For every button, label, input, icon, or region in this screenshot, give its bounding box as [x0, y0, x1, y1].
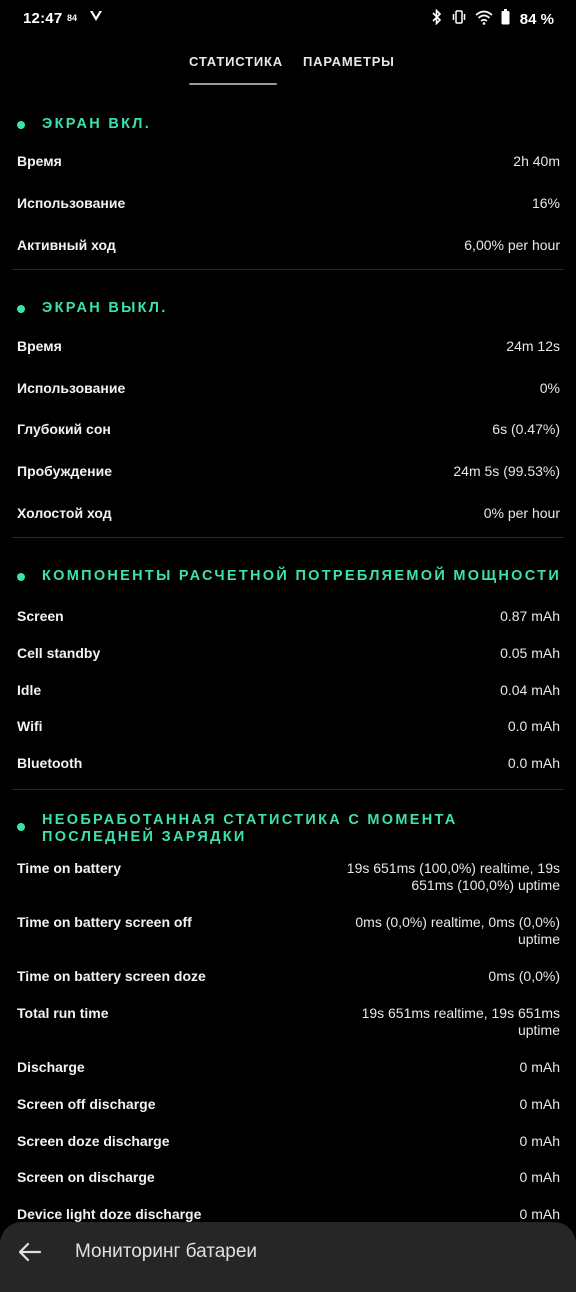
stat-label: Bluetooth	[17, 755, 83, 771]
section-dot	[17, 823, 25, 831]
stat-label: Wifi	[17, 718, 43, 734]
stat-value: 0.05 mAh	[500, 645, 560, 661]
stat-label: Использование	[17, 380, 126, 396]
stat-row	[17, 195, 560, 212]
stat-value: 0.87 mAh	[500, 608, 560, 624]
stat-row	[17, 914, 560, 948]
stat-label: Idle	[17, 682, 42, 698]
stat-value: 0.0 mAh	[507, 718, 560, 734]
divider	[12, 789, 564, 790]
section-title: ЭКРАН ВКЛ.	[42, 116, 152, 132]
stat-label: Время	[17, 153, 62, 169]
page-title: Мониторинг батареи	[75, 1241, 258, 1262]
section-header-screen-on	[17, 116, 151, 133]
section-dot	[17, 305, 25, 313]
status-icons	[431, 9, 554, 30]
battery-icon	[501, 9, 510, 30]
stat-row	[17, 237, 560, 254]
stat-value: 24m 5s (99.53%)	[453, 463, 560, 479]
stat-row	[17, 682, 560, 699]
section-header-power-components	[17, 568, 561, 585]
status-bar	[0, 0, 576, 36]
wifi-icon	[475, 10, 493, 30]
section-title: ЭКРАН ВЫКЛ.	[42, 300, 168, 316]
stat-value: 0ms (0,0%) realtime, 0ms (0,0%) uptime	[355, 914, 560, 947]
bottom-app-bar	[0, 1222, 576, 1292]
stat-row	[17, 421, 560, 438]
stat-label: Device light doze discharge	[17, 1206, 202, 1222]
stat-label: Time on battery screen off	[17, 914, 192, 930]
bluetooth-icon	[431, 9, 443, 30]
stat-value: 19s 651ms (100,0%) realtime, 19s 651ms (100,0%) uptime	[346, 860, 560, 893]
stat-label: Screen	[17, 608, 64, 624]
divider	[12, 537, 564, 538]
arrow-back-icon[interactable]	[16, 1240, 44, 1264]
stat-row	[17, 1206, 560, 1223]
battery-percent: 84 %	[519, 11, 554, 28]
stat-value: 0 mAh	[519, 1133, 560, 1149]
stat-value: 0% per hour	[483, 505, 560, 521]
stat-label: Cell standby	[17, 645, 101, 661]
stat-row	[17, 153, 560, 170]
stat-value: 2h 40m	[513, 153, 560, 169]
stat-row	[17, 1133, 560, 1150]
stat-row	[17, 505, 560, 522]
section-title: КОМПОНЕНТЫ РАСЧЕТНОЙ ПОТРЕБЛЯЕМОЙ МОЩНОСТИ	[42, 568, 562, 584]
stat-label: Глубокий сон	[17, 421, 111, 437]
stat-row	[17, 968, 560, 985]
section-header-screen-off	[17, 300, 168, 317]
stat-value: 0 mAh	[519, 1169, 560, 1185]
stat-label: Активный ход	[17, 237, 116, 253]
v-logo-icon	[89, 9, 103, 28]
tab-parameters[interactable]: ПАРАМЕТРЫ	[303, 54, 395, 69]
status-small-indicator: 84	[67, 13, 78, 23]
stat-row	[17, 380, 560, 397]
stat-label: Total run time	[17, 1005, 109, 1021]
stat-value: 0 mAh	[519, 1059, 560, 1075]
stat-label: Time on battery	[17, 860, 121, 876]
stat-row	[17, 1096, 560, 1113]
stat-value: 0 mAh	[519, 1206, 560, 1222]
status-time: 12:47	[23, 10, 63, 27]
section-header-raw-stats	[17, 812, 562, 846]
stat-value: 16%	[531, 195, 560, 211]
stat-row	[17, 1005, 560, 1039]
stat-label: Время	[17, 338, 62, 354]
section-dot	[17, 573, 25, 581]
stat-row	[17, 338, 560, 355]
stat-value: 0 mAh	[519, 1096, 560, 1112]
stat-value: 19s 651ms realtime, 19s 651ms uptime	[361, 1005, 560, 1038]
section-dot	[17, 121, 25, 129]
tab-bar	[0, 52, 576, 88]
stat-label: Time on battery screen doze	[17, 968, 206, 984]
stat-label: Discharge	[17, 1059, 85, 1075]
stat-value: 6s (0.47%)	[492, 421, 560, 437]
stat-value: 6,00% per hour	[464, 237, 560, 253]
stat-label: Пробуждение	[17, 463, 113, 479]
section-title: НЕОБРАБОТАННАЯ СТАТИСТИКА С МОМЕНТА ПОСЛЕДНЕЙ ЗАРЯДКИ	[42, 812, 458, 845]
stat-value: 24m 12s	[506, 338, 560, 354]
stat-label: Screen doze discharge	[17, 1133, 170, 1149]
stat-row	[17, 1169, 560, 1186]
stat-label: Screen on discharge	[17, 1169, 155, 1185]
tab-statistics[interactable]: СТАТИСТИКА	[189, 54, 283, 69]
tab-active-indicator	[189, 83, 277, 85]
vibrate-icon	[451, 9, 467, 30]
stat-value: 0.04 mAh	[500, 682, 560, 698]
stat-label: Использование	[17, 195, 126, 211]
stat-value: 0%	[539, 380, 560, 396]
stat-row	[17, 860, 560, 894]
stat-row	[17, 463, 560, 480]
stat-label: Холостой ход	[17, 505, 112, 521]
stat-row	[17, 755, 560, 772]
stat-row	[17, 718, 560, 735]
stat-label: Screen off discharge	[17, 1096, 156, 1112]
stat-value: 0.0 mAh	[507, 755, 560, 771]
stat-row	[17, 1059, 560, 1076]
divider	[12, 269, 564, 270]
stat-row	[17, 645, 560, 662]
stat-row	[17, 608, 560, 625]
stat-value: 0ms (0,0%)	[488, 968, 560, 984]
